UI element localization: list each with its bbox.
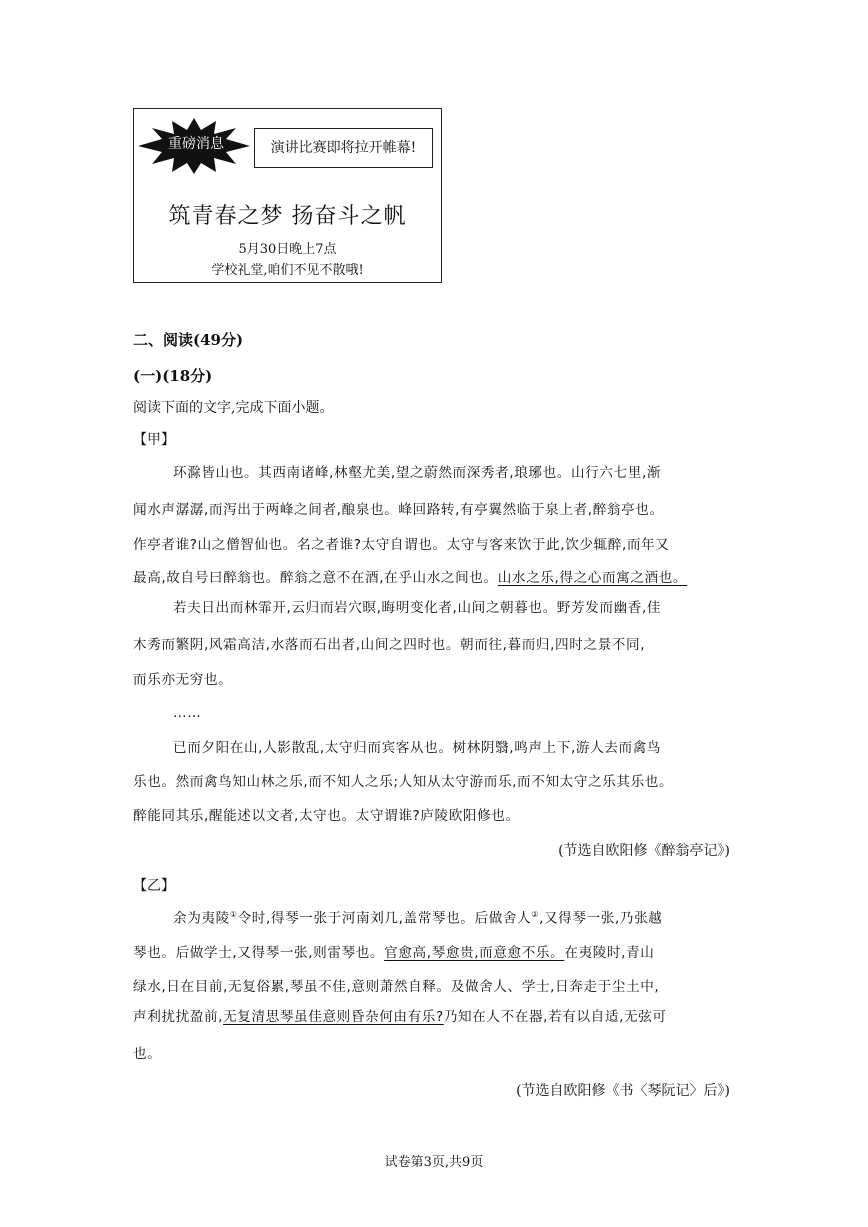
jia-line-8: 已而夕阳在山,人影散乱,太守归而宾客从也。树林阴翳,鸣声上下,游人去而禽鸟 bbox=[173, 740, 662, 756]
yi-line-2: 琴也。后做学士,又得琴一张,则雷琴也。官愈高,琴愈贵,而意愈不乐。在夷陵时,青山 bbox=[133, 945, 655, 961]
notice-headline: 演讲比赛即将拉开帷幕! bbox=[254, 128, 433, 168]
jia-line-10: 醉能同其乐,醒能述以文者,太守也。太守谓谁?庐陵欧阳修也。 bbox=[133, 808, 520, 824]
page-footer: 试卷第3页,共9页 bbox=[384, 1155, 484, 1170]
sub-title: (一)(18分) bbox=[133, 367, 213, 385]
jia-underlined: 山水之乐,得之心而寓之酒也。 bbox=[497, 570, 688, 586]
yi-underlined-2: 无复清思琴虽佳意则昏杂何由有乐? bbox=[223, 1009, 444, 1025]
notice-badge: 重磅消息 bbox=[168, 136, 224, 152]
jia-line-5: 若夫日出而林霏开,云归而岩穴暝,晦明变化者,山间之朝暮也。野芳发而幽香,佳 bbox=[173, 600, 662, 616]
notice-place: 学校礼堂,咱们不见不散哦! bbox=[211, 263, 364, 278]
note-2: ② bbox=[531, 910, 540, 919]
note-1: ① bbox=[229, 910, 238, 919]
yi-line-5: 也。 bbox=[133, 1046, 162, 1062]
yi-source: (节选自欧阳修《书〈琴阮记〉后》) bbox=[516, 1083, 730, 1099]
yi-line-4: 声利扰扰盈前,无复清思琴虽佳意则昏杂何由有乐?乃知在人不在器,若有以自适,无弦可 bbox=[133, 1009, 667, 1025]
yi-line-1: 余为夷陵①令时,得琴一张于河南刘几,盖常琴也。后做舍人②,又得琴一张,乃张越 bbox=[173, 910, 663, 927]
jia-line-4: 最高,故自号曰醉翁也。醉翁之意不在酒,在乎山水之间也。山水之乐,得之心而寓之酒也。 bbox=[133, 570, 688, 586]
jia-ellipsis: …… bbox=[173, 705, 202, 721]
jia-line-1: 环滁皆山也。其西南诸峰,林壑尤美,望之蔚然而深秀者,琅琊也。山行六七里,渐 bbox=[173, 465, 662, 481]
yi-label: 【乙】 bbox=[133, 878, 175, 894]
jia-source: (节选自欧阳修《醉翁亭记》) bbox=[558, 843, 730, 859]
yi-underlined-1: 官愈高,琴愈贵,而意愈不乐。 bbox=[384, 945, 565, 961]
jia-line-6: 木秀而繁阴,风霜高洁,水落而石出者,山间之四时也。朝而往,暮而归,四时之景不同, bbox=[133, 637, 646, 653]
notice-time: 5月30日晚上7点 bbox=[238, 242, 337, 257]
jia-line-3: 作亭者谁?山之僧智仙也。名之者谁?太守自谓也。太守与客来饮于此,饮少辄醉,而年又 bbox=[133, 537, 670, 553]
instruction: 阅读下面的文字,完成下面小题。 bbox=[133, 400, 334, 416]
jia-line-9: 乐也。然而禽鸟知山林之乐,而不知人之乐;人知从太守游而乐,而不知太守之乐其乐也。 bbox=[133, 774, 674, 790]
notice-slogan: 筑青春之梦 扬奋斗之帆 bbox=[168, 204, 407, 229]
section-title: 二、阅读(49分) bbox=[133, 331, 244, 349]
jia-line-7: 而乐亦无穷也。 bbox=[133, 672, 233, 688]
yi-line-3: 绿水,日在目前,无复俗累,琴虽不佳,意则萧然自释。及做舍人、学士,日奔走于尘土中, bbox=[133, 979, 660, 995]
jia-label: 【甲】 bbox=[133, 432, 175, 448]
jia-line-2: 闻水声潺潺,而泻出于两峰之间者,酿泉也。峰回路转,有亭翼然临于泉上者,醉翁亭也。 bbox=[133, 502, 664, 518]
